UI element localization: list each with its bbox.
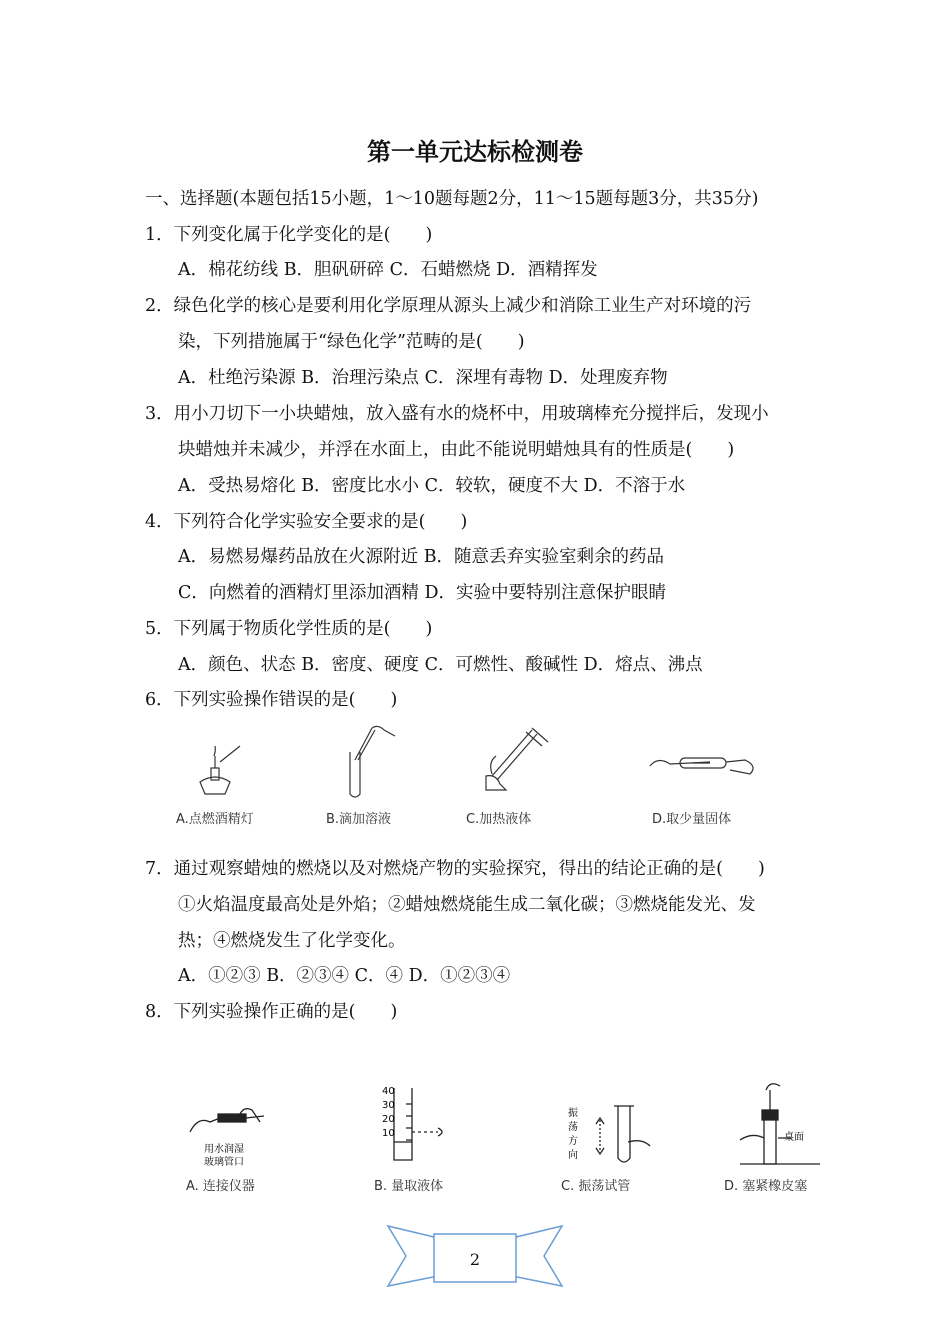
- q7-options: A．①②③ B．②③④ C．④ D．①②③④: [178, 966, 511, 986]
- q5-options: A．颜色、状态 B．密度、硬度 C．可燃性、酸碱性 D．熔点、沸点: [178, 655, 703, 675]
- q6-figure: [170, 722, 790, 802]
- q6-caption-c: C.加热液体: [466, 812, 532, 827]
- q2-stem-cont: 染，下列措施属于“绿色化学”范畴的是( ): [178, 332, 525, 352]
- q1-options: A．棉花纺线 B．胆矾研碎 C．石蜡燃烧 D．酒精挥发: [178, 260, 598, 280]
- q6-caption-b: B.滴加溶液: [326, 812, 392, 827]
- q8-b-tick-10: 10: [382, 1128, 395, 1139]
- q8-c-label-4: 向: [568, 1150, 578, 1161]
- q8-figure: [180, 1080, 830, 1170]
- q5-stem: 5．下列属于物质化学性质的是( ): [145, 619, 433, 639]
- alcohol-lamp-icon: [200, 746, 240, 794]
- q1-stem: 1．下列变化属于化学变化的是( ): [145, 225, 433, 245]
- q8-stem: 8．下列实验操作正确的是( ): [145, 1002, 398, 1022]
- q8-b-tick-20: 20: [382, 1114, 395, 1125]
- page-number: 2: [469, 1250, 481, 1269]
- shaking-tube-icon: [596, 1106, 650, 1162]
- q4-stem: 4．下列符合化学实验安全要求的是( ): [145, 512, 468, 532]
- q7-statements: ①火焰温度最高处是外焰；②蜡烛燃烧能生成二氧化碳；③燃烧能发光、发: [178, 895, 756, 915]
- q8-caption-d: D. 塞紧橡皮塞: [724, 1179, 808, 1194]
- q4-options-cd: C．向燃着的酒精灯里添加酒精 D．实验中要特别注意保护眼睛: [178, 583, 666, 603]
- q8-c-label-2: 荡: [568, 1122, 578, 1133]
- connect-tubes-icon: [190, 1109, 264, 1132]
- q6-caption-a: A.点燃酒精灯: [176, 812, 254, 827]
- q4-options-ab: A．易燃易爆药品放在火源附近 B．随意丢弃实验室剩余的药品: [178, 547, 665, 567]
- tube-horizontal-icon: [650, 758, 753, 774]
- q2-options: A．杜绝污染源 B．治理污染点 C．深埋有毒物 D．处理废弃物: [178, 368, 668, 388]
- q6-stem: 6．下列实验操作错误的是( ): [145, 690, 398, 710]
- q3-stem-cont: 块蜡烛并未减少，并浮在水面上，由此不能说明蜡烛具有的性质是( ): [178, 440, 735, 460]
- stopper-tube-icon: [740, 1084, 820, 1164]
- q3-options: A．受热易熔化 B．密度比水小 C．较软，硬度不大 D．不溶于水: [178, 476, 686, 496]
- q7-stem: 7．通过观察蜡烛的燃烧以及对燃烧产物的实验探究，得出的结论正确的是( ): [145, 859, 765, 879]
- q8-d-desk: 桌面: [784, 1132, 804, 1143]
- q7-statements-cont: 热；④燃烧发生了化学变化。: [178, 931, 406, 951]
- q8-caption-b: B. 量取液体: [374, 1179, 444, 1194]
- dropper-test-tube-icon: [350, 726, 395, 797]
- section-heading: 一、选择题(本题包括15小题，1～10题每题2分，11～15题每题3分，共35分): [145, 189, 759, 209]
- q8-caption-c: C. 振荡试管: [561, 1179, 631, 1194]
- q8-a-note-2: 玻璃管口: [204, 1157, 244, 1168]
- graduated-cylinder-icon: [394, 1088, 442, 1160]
- q8-caption-a: A. 连接仪器: [186, 1179, 255, 1194]
- q8-b-tick-40: 40: [382, 1086, 395, 1097]
- q3-stem: 3．用小刀切下一小块蜡烛，放入盛有水的烧杯中，用玻璃棒充分搅拌后，发现小: [145, 404, 769, 424]
- q2-stem: 2．绿色化学的核心是要利用化学原理从源头上减少和消除工业生产对环境的污: [145, 296, 752, 316]
- q8-c-label-1: 振: [568, 1108, 578, 1119]
- q8-c-label-3: 方: [568, 1136, 578, 1147]
- heating-tube-icon: [486, 728, 548, 790]
- q8-b-tick-30: 30: [382, 1100, 395, 1111]
- q8-a-note-1: 用水润湿: [204, 1144, 244, 1155]
- q6-caption-d: D.取少量固体: [652, 812, 732, 827]
- page-title: 第一单元达标检测卷: [367, 138, 583, 166]
